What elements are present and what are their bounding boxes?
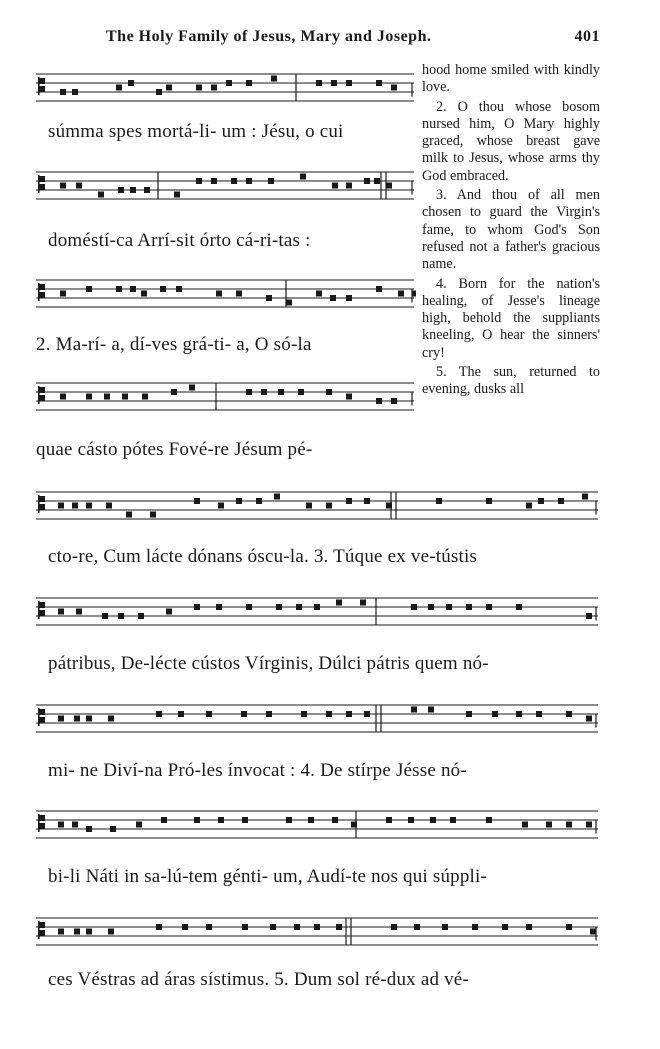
neume-note [126, 512, 132, 518]
neume-note [486, 498, 492, 504]
neume-note [391, 85, 397, 91]
neume-note [398, 291, 404, 297]
neume-note [346, 711, 352, 717]
neume-note [156, 711, 162, 717]
lyric-line-4: quae cásto pótes Fové-re Jésum pé- [36, 439, 313, 460]
neume-note [266, 295, 272, 301]
neume-note [326, 711, 332, 717]
neume-note [166, 85, 172, 91]
neume-note [536, 711, 542, 717]
neume-note [442, 924, 448, 930]
music-staff-3 [36, 272, 416, 316]
neume-note [516, 604, 522, 610]
translation-stanza: 2. O thou whose bosom nursed him, O Mary highly graced, whose breast gave milk to Jesus, whose arms thy God embraced. [422, 98, 600, 184]
neume-note [106, 503, 112, 509]
neume-note [386, 183, 392, 189]
neume-note [86, 503, 92, 509]
neume-note [486, 817, 492, 823]
lyric-line-6: pátribus, De-lécte cústos Vírginis, Dúlci pátris quem nó- [48, 653, 489, 674]
music-staff-9 [36, 910, 600, 960]
neume-notation [36, 910, 600, 960]
neume-note [492, 711, 498, 717]
neume-note [256, 498, 262, 504]
neume-notation [36, 484, 600, 534]
running-header [106, 28, 600, 50]
neume-note [218, 817, 224, 823]
neume-note [546, 822, 552, 828]
neume-note [286, 300, 292, 306]
neume-note [411, 707, 417, 713]
neume-note [72, 822, 78, 828]
neume-note [246, 389, 252, 395]
neume-note [466, 604, 472, 610]
neume-note [182, 924, 188, 930]
neume-note [156, 89, 162, 95]
music-staff-1 [36, 66, 416, 110]
neume-note [271, 76, 277, 82]
neume-note [86, 826, 92, 832]
neume-note [118, 613, 124, 619]
neume-note [526, 503, 532, 509]
neume-note [391, 398, 397, 404]
neume-note [268, 178, 274, 184]
neume-note [428, 604, 434, 610]
neume-note [136, 822, 142, 828]
neume-note [122, 394, 128, 400]
neume-note [538, 498, 544, 504]
lyric-line-1: súmma spes mortá-li- um : Jésu, o cui [48, 121, 344, 142]
neume-note [411, 604, 417, 610]
neume-note [211, 178, 217, 184]
neume-note [72, 503, 78, 509]
neume-note [430, 817, 436, 823]
neume-note [266, 711, 272, 717]
lyric-line-9: ces Véstras ad áras sístimus. 5. Dum sol ré-dux ad vé- [48, 969, 469, 990]
music-staff-8 [36, 803, 600, 853]
neume-note [336, 600, 342, 606]
neume-notation [36, 697, 600, 747]
neume-note [332, 183, 338, 189]
neume-note [104, 394, 110, 400]
neume-note [206, 711, 212, 717]
neume-note [76, 183, 82, 189]
neume-note [116, 286, 122, 292]
neume-note [58, 716, 64, 722]
neume-note [314, 604, 320, 610]
neume-note [156, 924, 162, 930]
neume-note [128, 80, 134, 86]
neume-note [171, 389, 177, 395]
neume-note [502, 924, 508, 930]
neume-note [326, 503, 332, 509]
neume-note [486, 604, 492, 610]
neume-note [376, 80, 382, 86]
neume-note [364, 711, 370, 717]
page-header-title: The Holy Family of Jesus, Mary and Joseph. [106, 28, 432, 45]
neume-note [150, 512, 156, 518]
neume-note [472, 924, 478, 930]
lyric-line-5: cto-re, Cum lácte dónans óscu-la. 3. Túque ex ve-tústis [48, 546, 478, 567]
neume-note [298, 389, 304, 395]
neume-note [301, 711, 307, 717]
neume-note [391, 924, 397, 930]
neume-note [194, 604, 200, 610]
neume-note [308, 817, 314, 823]
neume-note [414, 924, 420, 930]
neume-note [102, 613, 108, 619]
neume-note [196, 178, 202, 184]
english-translation [422, 62, 600, 401]
neume-note [108, 716, 114, 722]
neume-note [346, 183, 352, 189]
neume-note [60, 394, 66, 400]
neume-notation [36, 375, 416, 419]
lyric-line-8: bi-li Náti in sa-lú-tem génti- um, Audí-te nos qui súppli- [48, 866, 488, 887]
neume-notation [36, 164, 416, 208]
neume-note [364, 498, 370, 504]
music-staff-2 [36, 164, 416, 208]
neume-notation [36, 803, 600, 853]
neume-note [516, 711, 522, 717]
neume-note [236, 498, 242, 504]
neume-note [211, 85, 217, 91]
neume-note [72, 89, 78, 95]
neume-note [332, 817, 338, 823]
neume-note [582, 494, 588, 500]
neume-note [450, 817, 456, 823]
neume-note [586, 613, 592, 619]
neume-note [526, 924, 532, 930]
neume-note [130, 286, 136, 292]
music-staff-7 [36, 697, 600, 747]
translation-stanza: 5. The sun, returned to evening, dusks all [422, 364, 600, 398]
neume-note [74, 716, 80, 722]
neume-note [160, 286, 166, 292]
neume-note [144, 187, 150, 193]
music-staff-5 [36, 484, 600, 534]
page-number: 401 [574, 28, 600, 45]
neume-note [161, 817, 167, 823]
neume-note [316, 80, 322, 86]
neume-note [76, 609, 82, 615]
neume-note [241, 711, 247, 717]
neume-note [98, 192, 104, 198]
translation-stanza: hood home smiled with kindly love. [422, 62, 600, 96]
translation-stanza: 4. Born for the nation's healing, of Jesse's lineage high, behold the suppliants kneeling, O hear the sinners' cry! [422, 275, 600, 361]
neume-note [374, 178, 380, 184]
lyric-line-7: mi- ne Diví-na Pró-les ínvocat : 4. De stírpe Jésse nó- [48, 760, 467, 781]
neume-note [296, 604, 302, 610]
music-staff-6 [36, 590, 600, 640]
lyric-line-3: 2. Ma-rí- a, dí-ves grá-ti- a, O só-la [36, 334, 312, 355]
neume-note [360, 600, 366, 606]
neume-note [274, 494, 280, 500]
neume-note [446, 604, 452, 610]
neume-note [142, 394, 148, 400]
neume-note [194, 817, 200, 823]
neume-note [346, 394, 352, 400]
neume-note [130, 187, 136, 193]
neume-note [386, 817, 392, 823]
neume-note [86, 716, 92, 722]
neume-note [558, 498, 564, 504]
neume-note [138, 613, 144, 619]
neume-note [466, 711, 472, 717]
neume-note [428, 707, 434, 713]
neume-note [86, 929, 92, 935]
neume-note [166, 609, 172, 615]
neume-notation [36, 66, 416, 110]
neume-note [60, 291, 66, 297]
neume-note [590, 929, 596, 935]
neume-note [522, 822, 528, 828]
music-staff-4 [36, 375, 416, 419]
neume-note [246, 178, 252, 184]
neume-note [110, 826, 116, 832]
neume-note [336, 924, 342, 930]
neume-note [331, 80, 337, 86]
neume-note [346, 295, 352, 301]
neume-note [316, 291, 322, 297]
neume-note [586, 822, 592, 828]
neume-note [242, 817, 248, 823]
neume-note [58, 503, 64, 509]
neume-note [261, 389, 267, 395]
neume-note [178, 711, 184, 717]
neume-note [226, 80, 232, 86]
neume-note [286, 817, 292, 823]
neume-note [242, 924, 248, 930]
neume-note [86, 394, 92, 400]
neume-note [86, 286, 92, 292]
neume-note [216, 291, 222, 297]
neume-note [326, 389, 332, 395]
neume-note [314, 924, 320, 930]
neume-note [276, 604, 282, 610]
translation-stanza: 3. And thou of all men chosen to guard the Virgin's fame, to whom God's Son refused not a father's gracious name. [422, 187, 600, 273]
neume-note [364, 178, 370, 184]
neume-note [246, 604, 252, 610]
neume-note [306, 503, 312, 509]
neume-note [60, 89, 66, 95]
neume-note [436, 498, 442, 504]
neume-note [176, 286, 182, 292]
neume-note [566, 924, 572, 930]
neume-notation [36, 272, 416, 316]
neume-note [346, 80, 352, 86]
lyric-line-2: doméstí-ca Arrí-sit órto cá-ri-tas : [48, 230, 311, 251]
neume-note [246, 80, 252, 86]
neume-note [231, 178, 237, 184]
neume-note [60, 183, 66, 189]
neume-note [408, 817, 414, 823]
neume-note [236, 291, 242, 297]
neume-note [108, 929, 114, 935]
neume-note [141, 291, 147, 297]
neume-note [216, 604, 222, 610]
neume-note [189, 385, 195, 391]
neume-note [58, 609, 64, 615]
neume-note [196, 85, 202, 91]
neume-note [278, 389, 284, 395]
neume-note [566, 711, 572, 717]
neume-note [206, 924, 212, 930]
neume-note [218, 503, 224, 509]
neume-note [58, 929, 64, 935]
neume-note [566, 822, 572, 828]
neume-note [194, 498, 200, 504]
neume-note [174, 192, 180, 198]
neume-note [300, 174, 306, 180]
neume-note [270, 924, 276, 930]
neume-note [116, 85, 122, 91]
neume-note [376, 286, 382, 292]
neume-note [118, 187, 124, 193]
neume-note [294, 924, 300, 930]
neume-note [586, 716, 592, 722]
neume-note [330, 295, 336, 301]
neume-note [346, 498, 352, 504]
neume-note [376, 398, 382, 404]
neume-note [58, 822, 64, 828]
neume-note [74, 929, 80, 935]
neume-notation [36, 590, 600, 640]
